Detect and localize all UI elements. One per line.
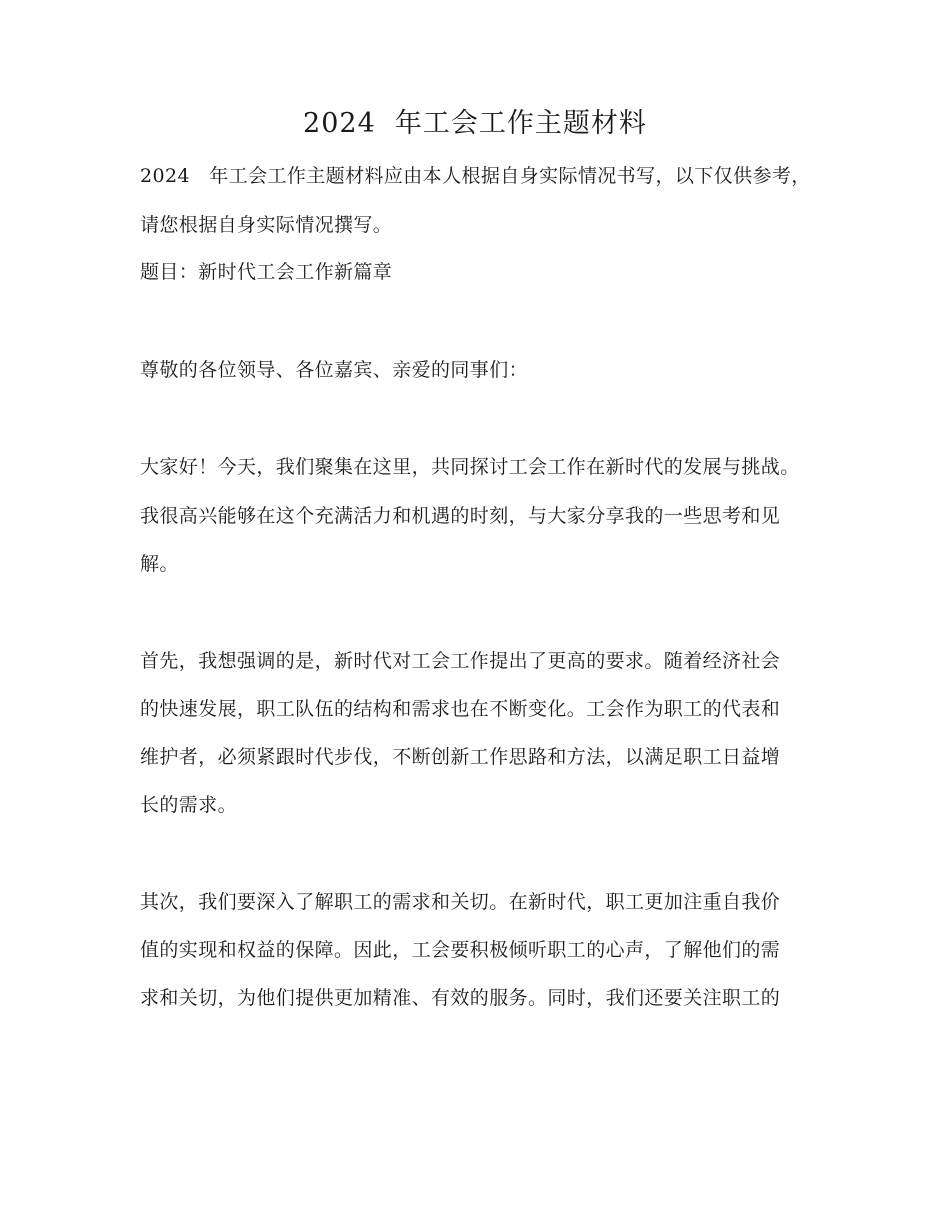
salutation-line: 尊敬的各位领导、各位嘉宾、亲爱的同事们： <box>140 359 529 381</box>
text-line: 解。 <box>140 553 179 575</box>
text-line: 长的需求。 <box>140 794 238 816</box>
text-line: 2024 年工会工作主题材料应由本人根据自身实际情况书写，以下仅供参考， <box>140 165 811 187</box>
text-line: 我很高兴能够在这个充满活力和机遇的时刻，与大家分享我的一些思考和见 <box>140 505 781 527</box>
text-line: 其次，我们要深入了解职工的需求和关切。在新时代，职工更加注重自我价 <box>140 891 781 913</box>
text-line: 维护者，必须紧跟时代步伐，不断创新工作思路和方法，以满足职工日益增 <box>140 746 781 768</box>
text-line: 请您根据自身实际情况撰写。 <box>140 214 393 236</box>
document-title: 2024 年工会工作主题材料 <box>303 108 647 139</box>
text-line: 大家好！今天，我们聚集在这里，共同探讨工会工作在新时代的发展与挑战。 <box>140 456 800 478</box>
text-line: 题目：新时代工会工作新篇章 <box>140 261 393 283</box>
text-line: 值的实现和权益的保障。因此，工会要积极倾听职工的心声，了解他们的需 <box>140 939 781 961</box>
text-line: 求和关切，为他们提供更加精准、有效的服务。同时，我们还要关注职工的 <box>140 987 781 1009</box>
text-line: 的快速发展，职工队伍的结构和需求也在不断变化。工会作为职工的代表和 <box>140 698 781 720</box>
text-line: 首先，我想强调的是，新时代对工会工作提出了更高的要求。随着经济社会 <box>140 650 781 672</box>
